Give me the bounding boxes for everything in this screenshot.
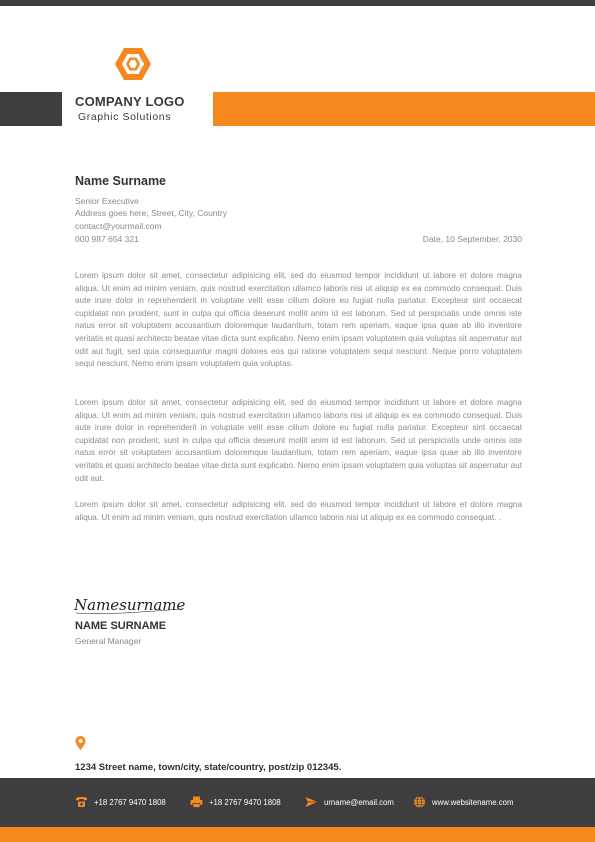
globe-icon: [413, 796, 426, 808]
sender-title: Senior Executive: [75, 196, 139, 206]
sender-address: Address goes here, Street, City, Country: [75, 208, 227, 218]
header-band-accent: [213, 92, 595, 126]
footer-accent-strip: [0, 827, 595, 842]
company-logo-text: COMPANY LOGO: [75, 94, 185, 109]
footer-phone: [75, 795, 166, 809]
phone-icon: [75, 796, 88, 808]
sender-name: Name Surname: [75, 174, 167, 188]
sender-phone: 000 987 654 321: [75, 234, 139, 244]
signatory-title: General Manager: [75, 636, 142, 646]
signature-text: Namesurname: [74, 596, 186, 614]
footer-fax: [190, 795, 281, 809]
footer-address: 1234 Street name, town/city, state/country, post/zip 012345.: [75, 762, 342, 773]
body-paragraph-2: Lorem ipsum dolor sit amet, consectetur adipisicing elit, sed do eiusmod tempor incididunt ut labore et dolore magna aliqua. Ut enim ad minim veniam, quis nostrud exercitation ullamco laboris nisi ut aliquip ex ea commodo consequat. Duis aute irure dolor in reprehenderit in voluptate velit esse cillum dolore eu fugiat nulla pariatur. Excepteur sint occaecat cupidatat non proident, sunt in culpa qui officia deserunt mollit anim id est laborum. Sed ut perspiciatis unde omnis iste natus error sit voluptatem accusantium doloremque laudantium, totam rem aperiam, eaque ipsa quae ab illo inventore veritatis et quasi architecto beatae vitae dicta sunt explicabo. Nemo enim ipsam voluptatem quia voluptas sit aspernatur aut odit aut.: [75, 398, 522, 483]
fax-number[interactable]: +18 2767 9470 1808: [209, 797, 281, 807]
footer-email: [305, 795, 394, 809]
website-url[interactable]: www.websitename.com: [432, 797, 514, 807]
signatory-name: NAME SURNAME: [75, 620, 167, 632]
fax-icon: [190, 796, 203, 808]
hexagon-logo-icon: [113, 44, 153, 84]
email-address[interactable]: urname@email.com: [324, 797, 394, 807]
body-paragraph-1: Lorem ipsum dolor sit amet, consectetur adipisicing elit, sed do eiusmod tempor incididunt ut labore et dolore magna aliqua. Ut enim ad minim veniam, quis nostrud exercitation ullamco laboris nisi ut aliquip ex ea commodo consequat. Duis aute irure dolor in reprehenderit in voluptate velit esse cillum dolore eu fugiat nulla pariatur. Excepteur sint occaecat cupidatat non proident, sunt in culpa qui officia deserunt mollit anim id est laborum. Sed ut perspiciatis unde omnis iste natus error sit voluptatem accusantium doloremque laudantium, totam rem aperiam, eaque ipsa quae ab illo inventore veritatis et quasi architecto beatae vitae dicta sunt explicabo. Nemo enim ipsam voluptatem quia voluptas sit aspernatur aut odit aut fugit, sed quia consequuntur magni dolores eos qui ratione voluptatem sequi nesciunt. Neque porro voluptatem sequi nesciunt. Nemo enim ipsam voluptatem quia voluptas.: [75, 271, 522, 369]
phone-number[interactable]: +18 2767 9470 1808: [94, 797, 166, 807]
company-tagline: Graphic Solutions: [78, 111, 172, 123]
body-paragraph-3: Lorem ipsum dolor sit amet, consectetur adipisicing elit, sed do eiusmod tempor incididunt ut labore et dolore magna aliqua. Ut enim ad minim veniam, quis nostrud exercitation ullamco laboris nisi ut aliquip ex ea commodo consequat. .: [75, 500, 522, 522]
footer-website: [413, 795, 513, 809]
letter-date: Date, 10 September, 2030: [422, 234, 522, 244]
location-pin-icon: [75, 736, 86, 750]
header-band-dark: [0, 92, 62, 126]
signature-image: [74, 594, 186, 616]
paper-plane-icon: [305, 796, 318, 808]
top-bar: [0, 0, 595, 6]
sender-email[interactable]: contact@yourmail.com: [75, 221, 162, 231]
